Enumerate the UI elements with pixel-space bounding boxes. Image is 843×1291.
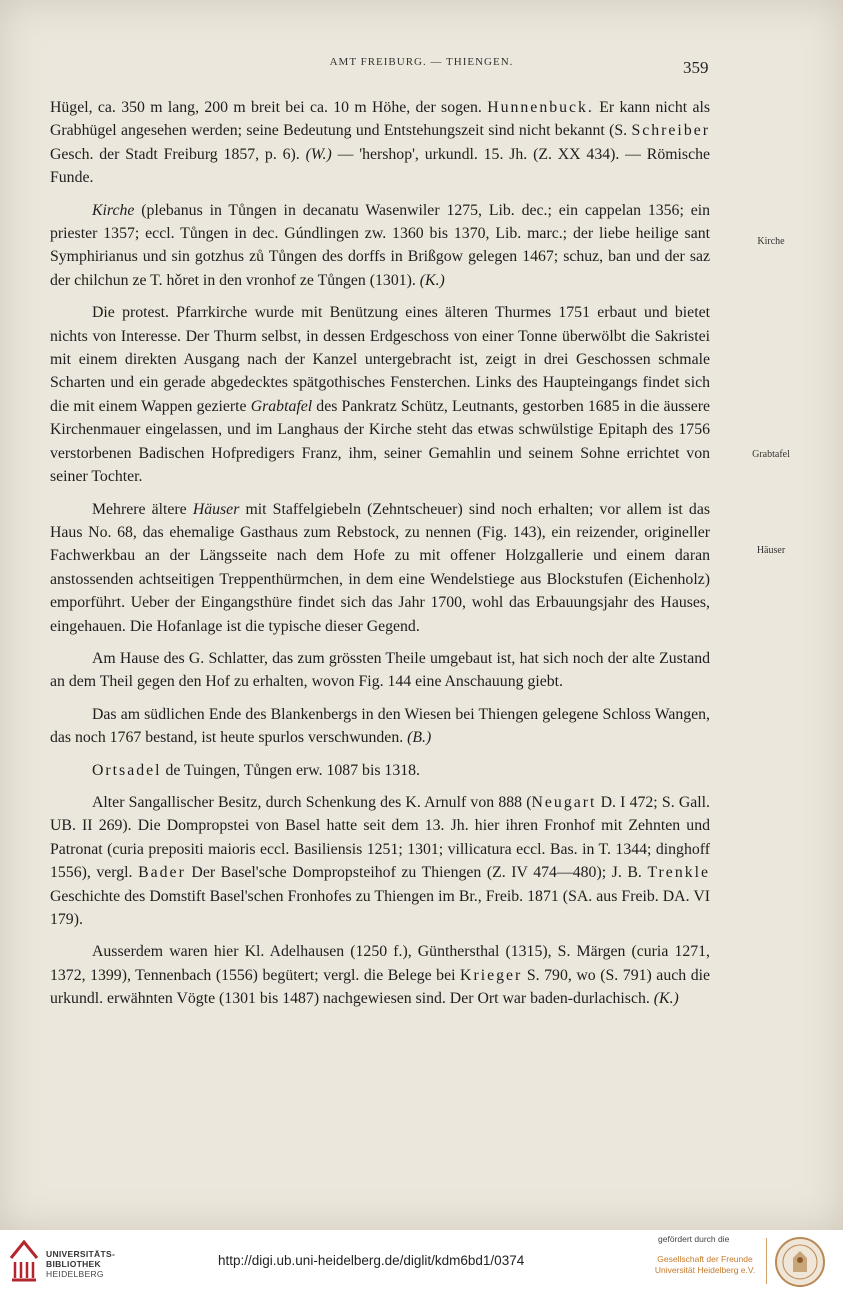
paragraph-pfarrkirche: Die protest. Pfarrkirche wurde mit Benützung eines älteren Thurmes 1751 erbaut und bietet nichts von Interesse. Der Thurm selbst, in dessen Erdgeschoss von einer Tonne überwölbt die Sakristei mit einem direkten Ausgang nach der Kanzel untergebracht ist, zeigt in drei Geschossen schmale Scharten und ein gerade abgedecktes spätgothisches Fensterchen. Links des Haupteingangs findet sich die mit einem Wappen gezierte Grabtafel des Pankratz Schütz, Leutnants, gestorben 1685 in die äussere Kirchenmauer eingelassen, und im Langhaus der Kirche steht das etwas schwülstige Epitaph des 1756 verstorbenen Badischen Hofpredigers Franz, ihm, seiner Gemahlin und seinem Sohne errichtet von seiner Tochter. xyxy=(50,304,710,486)
paragraph-schlatter: Am Hause des G. Schlatter, das zum grössten Theile umgebaut ist, hat sich noch der alte Zustand an dem Theil gegen den Hof zu erhalten, wovon Fig. 144 eine Anschauung giebt. xyxy=(50,649,710,691)
paragraph-haeuser: Mehrere ältere Häuser mit Staffelgiebeln (Zehntscheuer) sind noch erhalten; vor allem ist das Haus No. 68, das ehemalige Gasthaus zum Rebstock, zu nennen (Fig. 143), ein reizender, origineller Fachwerkbau an der Längsseite nach dem Hofe zu mit offener Holzgallerie und einem daran anstossenden achtseitigen Treppenthürmchen, in dem eine Wendelstiege aus Blockstufen (Eichenholz) emporführt. Ueber der Eingangsthüre findet sich das Jahr 1700, wohl das Erbauungsjahr des Hauses, eingehauen. Die Hofanlage ist die typische dieser Gegend. xyxy=(50,500,710,635)
paragraph-besitz: Alter Sangallischer Besitz, durch Schenkung des K. Arnulf von 888 (Neugart D. I 472; S. Gall. UB. II 269). Die Dompropstei von Basel hatte seit dem 13. Jh. hier ihren Fronhof mit Zehnten und Patronat (curia prepositi maioris eccl. Basiliensis 1251; 1301; villicatura eccl. Bas. in T. 1344; dinghoff 1556), vergl. Bader Der Basel'sche Dompropsteihof zu Thiengen (Z. IV 474—480); J. B. Trenkle Geschichte des Domstift Basel'schen Fronhofes zu Thiengen im Br., Freib. 1871 (SA. aus Freib. DA. VI 179). xyxy=(50,793,711,928)
page-number: 359 xyxy=(683,58,709,77)
permalink-url[interactable]: http://digi.ub.uni-heidelberg.de/diglit/kdm6bd1/0374 xyxy=(218,1253,525,1268)
paragraph-schloss-wangen: Das am südlichen Ende des Blankenbergs in den Wiesen bei Thiengen gelegene Schloss Wangen, das noch 1767 bestand, ist heute spurlos verschwunden. (B.) xyxy=(50,705,710,747)
university-seal-icon xyxy=(774,1236,826,1288)
footer-divider xyxy=(766,1238,767,1284)
margin-note-grabtafel: Grabtafel xyxy=(752,449,790,460)
margin-note-kirche: Kirche xyxy=(757,236,785,247)
university-library-logo-icon xyxy=(9,1238,39,1282)
viewer-footer xyxy=(0,1230,843,1291)
paragraph-1: Hügel, ca. 350 m lang, 200 m breit bei ca. 10 m Höhe, der sogen. Hunnenbuck. Er kann nicht als Grabhügel angesehen werden; seine Bedeutung und Entstehungszeit sind nicht bekannt (S. Schreiber Gesch. der Stadt Freiburg 1857, p. 6). (W.) — 'hershop', urkundl. 15. Jh. (Z. XX 434). — Römische Funde. xyxy=(50,99,710,187)
paragraph-ausserdem: Ausserdem waren hier Kl. Adelhausen (1250 f.), Günthersthal (1315), S. Märgen (curia 1271, 1372, 1399), Tennenbach (1556) begütert; vergl. die Belege bei Krieger S. 790, wo (S. 791) auch die urkundl. erwähnten Vögte (1301 bis 1487) nachgewiesen sind. Der Ort war baden-durlachisch. (K.) xyxy=(50,943,710,1008)
paragraph-ortsadel: Ortsadel de Tuingen, Tůngen erw. 1087 bis 1318. xyxy=(92,761,420,779)
library-name: UNIVERSITÄTS- BIBLIOTHEK HEIDELBERG xyxy=(46,1249,116,1279)
body-text xyxy=(50,96,710,1020)
sponsor-block: gefördert durch die Gesellschaft der Freunde Universität Heidelberg e.V. xyxy=(654,1234,756,1275)
margin-note-haeuser: Häuser xyxy=(756,545,786,556)
paragraph-kirche: Kirche (plebanus in Tůngen in decanatu Wasenwiler 1275, Lib. dec.; ein cappelan 1356; ein priester 1357; eccl. Tůngen in dec. Gúndlingen zw. 1360 bis 1370, Lib. marc.; der liebe heilige sant Symphirianus und sin gotzhus zů Tůngen des dorffs in Brißgow gelegen 1467; schuz, ban und der saz der chilchun ze T. hǒret in den vronhof ze Tůngen (1301). (K.) xyxy=(50,201,711,289)
running-title: AMT FREIBURG. — THIENGEN. xyxy=(329,56,514,68)
